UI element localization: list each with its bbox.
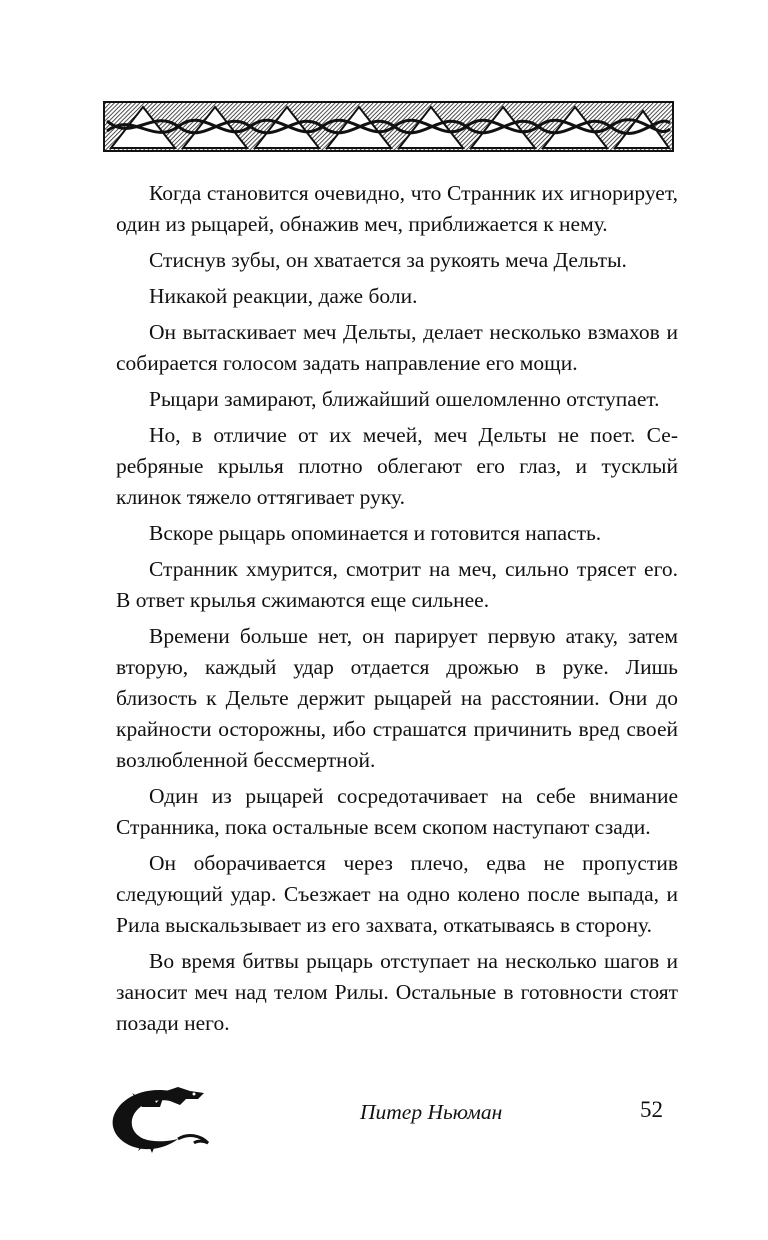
dragon-logo-icon	[108, 1085, 216, 1155]
page-footer	[0, 1075, 768, 1155]
paragraph: Когда становится очевидно, что Странник их игнорирует, один из рыцарей, обнажив меч, приближается к нему.	[116, 181, 678, 236]
paragraph: Времени больше нет, он парирует первую атаку, затем вторую, каждый удар отдается дрожью в руке. Лишь близость к Дельте держит рыцарей на расстоянии. Они до крайности осторожны, ибо страшатся причинить вред своей возлюбленной бессмертной.	[116, 624, 678, 772]
main-text	[116, 178, 678, 1044]
author-name: Питер Ньюман	[360, 1100, 503, 1124]
paragraph: Один из рыцарей сосредотачивает на себе внимание Странника, пока остальные всем скопом наступают сзади.	[116, 784, 678, 839]
paragraph: Он вытаскивает меч Дельты, делает несколько взмахов и собирается голосом задать направление его мощи.	[116, 320, 678, 375]
paragraph: Рыцари замирают, ближайший ошеломленно отступает.	[149, 387, 660, 411]
paragraph: Никакой реакции, даже боли.	[149, 284, 418, 308]
paragraph: Странник хмурится, смотрит на меч, сильно трясет его. В ответ крылья сжимаются еще сильнее.	[116, 557, 678, 612]
page-number: 52	[640, 1097, 663, 1122]
paragraph: Вскоре рыцарь опоминается и готовится напасть.	[149, 521, 602, 545]
paragraph: Во время битвы рыцарь отступает на несколько шагов и заносит меч над телом Рилы. Остальные в готовности стоят позади него.	[116, 949, 678, 1035]
celtic-knot-band-icon	[103, 101, 674, 152]
paragraph: Он оборачивается через плечо, едва не пропустив следующий удар. Съезжает на одно колено после выпада, и Рила выскальзывает из его захвата, откатываясь в сторону.	[116, 851, 678, 937]
paragraph: Но, в отличие от их мечей, меч Дельты не поет. Серебряные крылья плотно облегают его глаз, и тусклый клинок тяжело оттягивает руку.	[116, 423, 678, 509]
paragraph: Стиснув зубы, он хватается за рукоять меча Дельты.	[149, 248, 627, 272]
